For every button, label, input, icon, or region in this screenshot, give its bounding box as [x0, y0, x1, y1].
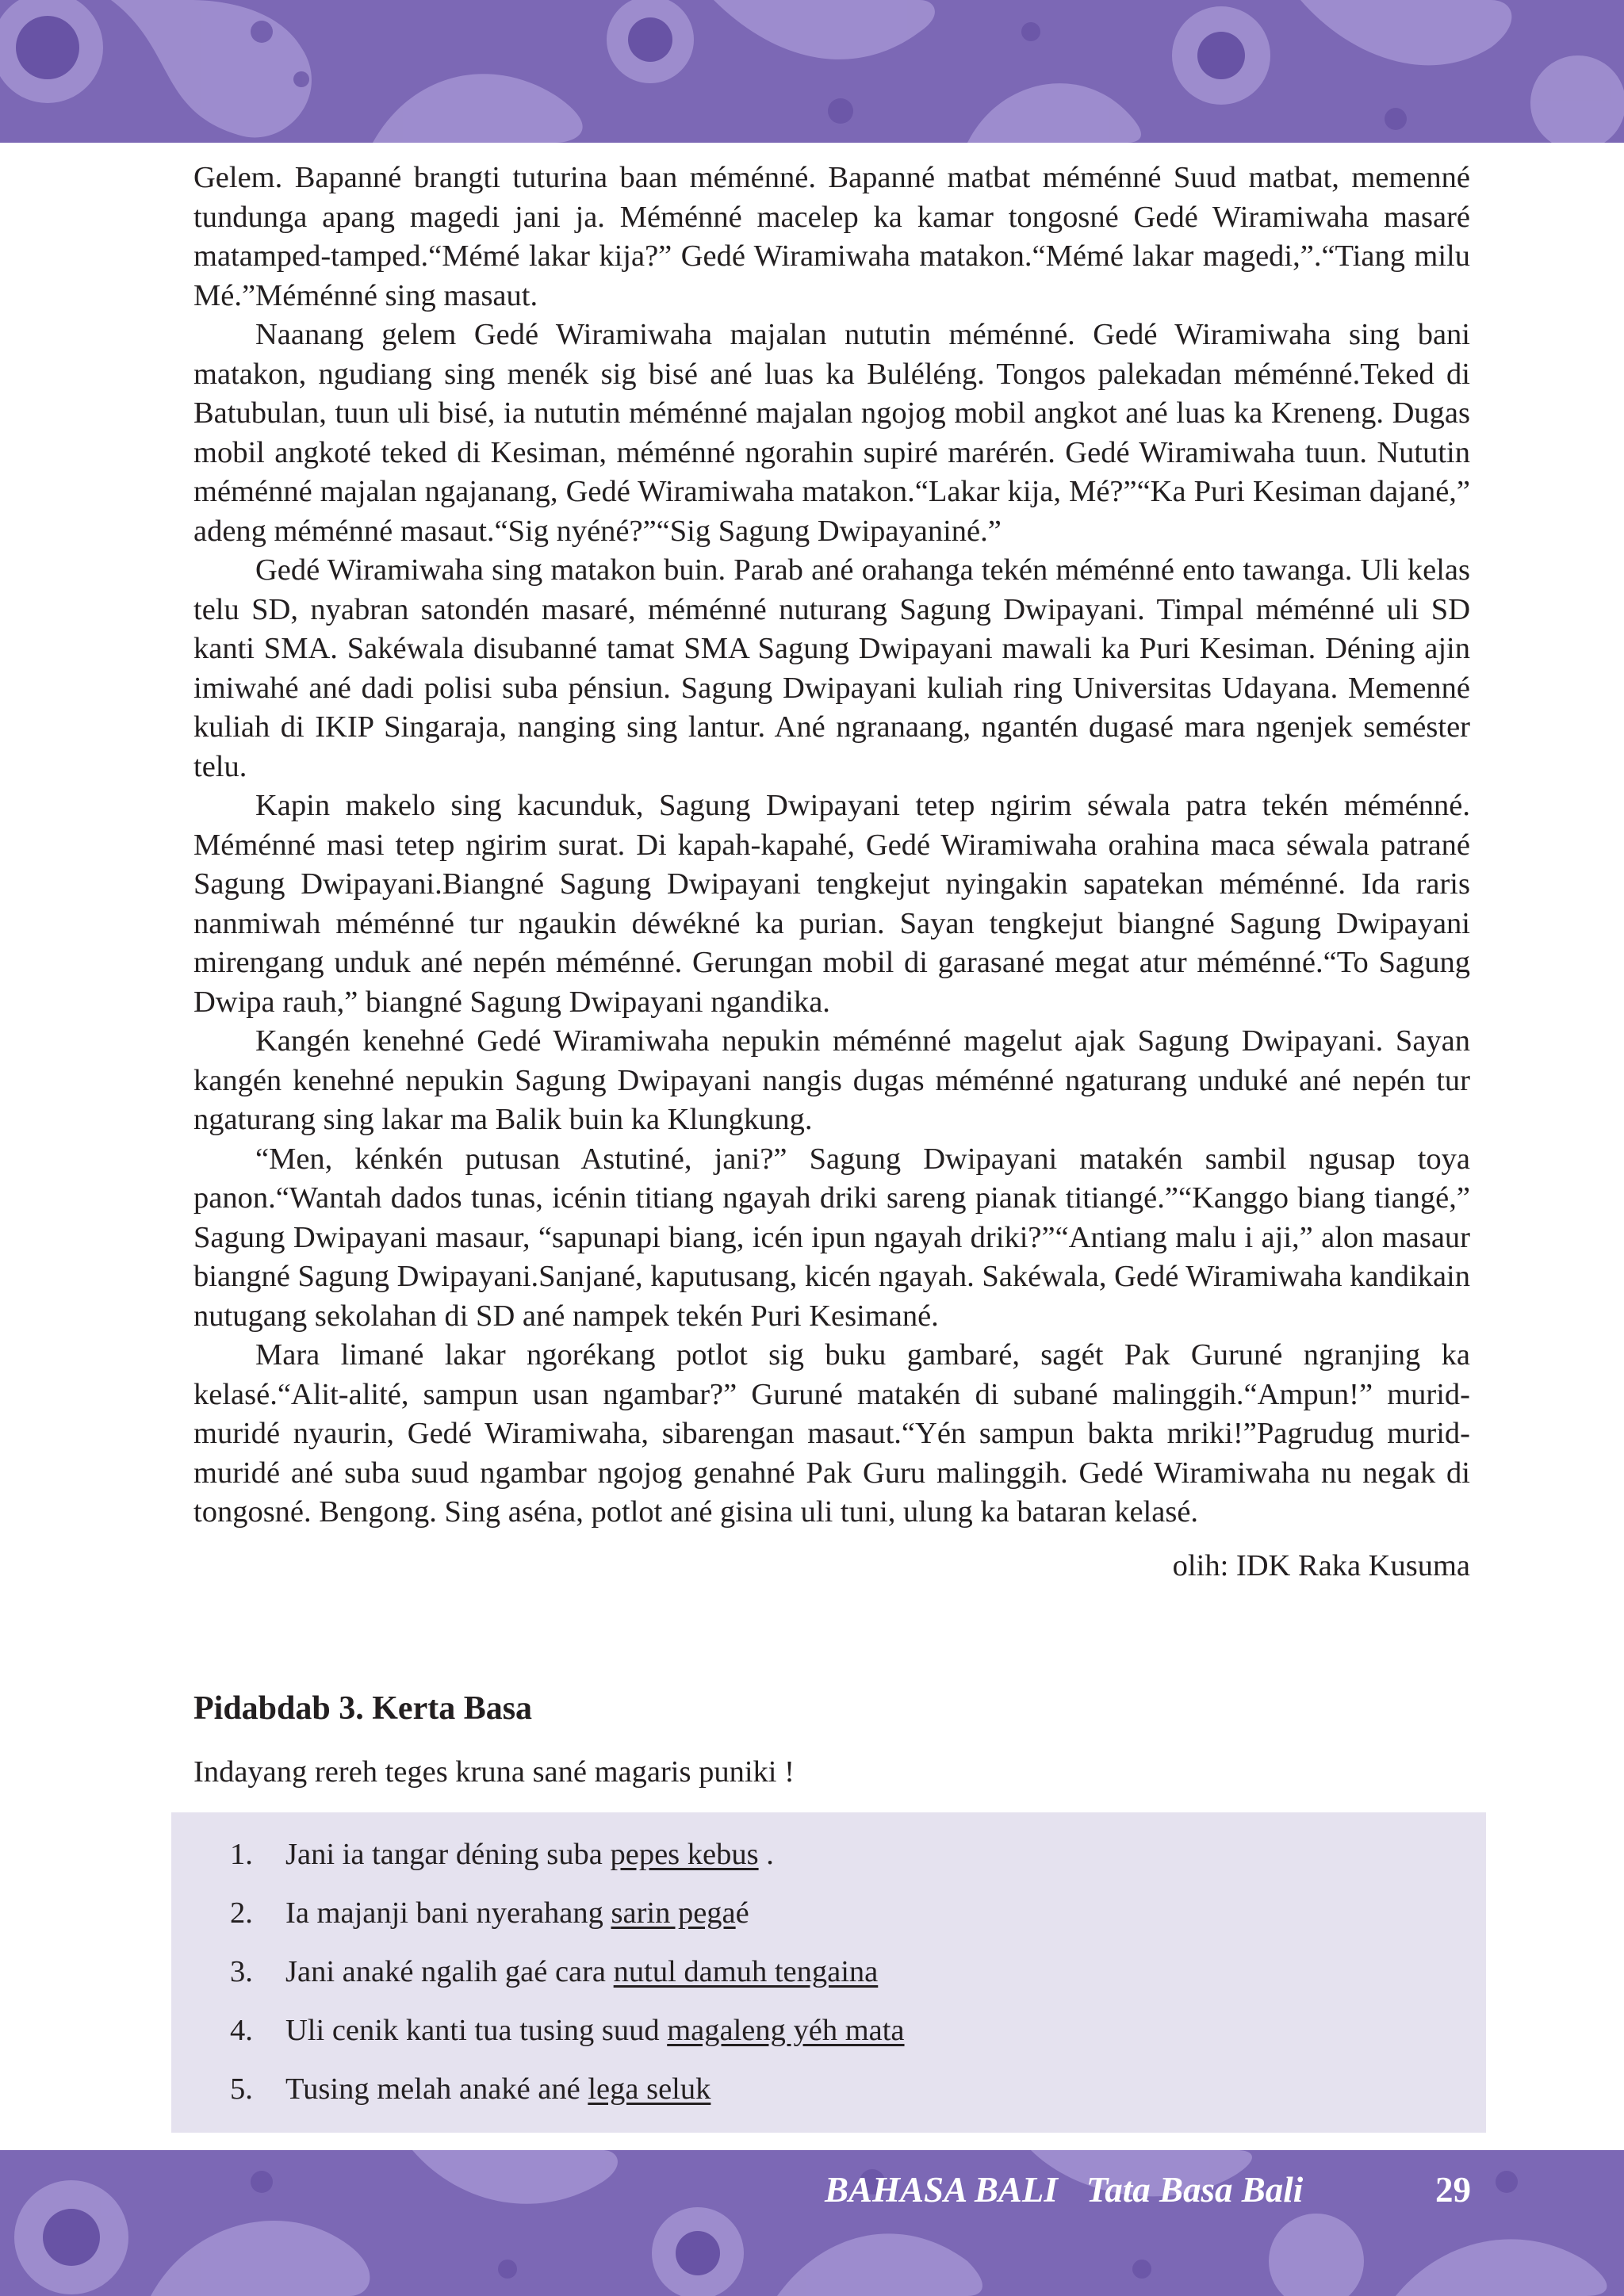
story-paragraph: Gelem. Bapanné brangti tuturina baan méménné. Bapanné matbat méménné Suud matbat, memenné tundunga apang magedi jani ja. Méménné macelep ka kamar tongosné Gedé Wiramiwaha masaré matamped-tamped.“Mémé lakar kija?” Gedé Wiramiwaha matakon.“Mémé lakar magedi,”.“Tiang milu Mé.”Méménné sing masaut.	[193, 161, 1470, 312]
item-text: Jani ia tangar déning suba	[285, 1838, 611, 1871]
item-text-end: é	[735, 1896, 749, 1930]
exercise-item	[230, 1835, 905, 1893]
item-number: 1.	[230, 1838, 253, 1871]
book-subtitle: Tata Basa Bali	[1086, 2170, 1304, 2210]
book-title-footer	[825, 2166, 1303, 2214]
story-paragraph: Naanang gelem Gedé Wiramiwaha majalan nututin méménné. Gedé Wiramiwaha sing bani matakon, ngudiang sing menék sig bisé ané luas ka Buléléng. Tongos palekadan méménné.Teked di Batubulan, tuun uli bisé, ia nututin méménné majalan ngojog mobil angkot ané luas ka Kreneng. Dugas mobil angkoté teked di Kesiman, méménné ngorahin supiré marérén. Gedé Wiramiwaha tuun. Nututin méménné majalan ngajanang, Gedé Wiramiwaha matakon.“Lakar kija, Mé?”“Ka Puri Kesiman dajané,” adeng méménné masaut.“Sig nyéné?”“Sig Sagung Dwipayaniné.”	[193, 318, 1470, 548]
item-text: Tusing melah anaké ané	[285, 2072, 588, 2106]
story-paragraph: Kapin makelo sing kacunduk, Sagung Dwipayani tetep ngirim séwala patra tekén méménné. Méménné masi tetep ngirim surat. Di kapah-kapahé, Gedé Wiramiwaha orahina maca séwala patrané Sagung Dwipayani.Biangné Sagung Dwipayani tengkejut nyingakin sapatekan méménné. Ida raris nanmiwah méménné tur ngaukin déwékné ka purian. Sayan tengkejut biangné Sagung Dwipayani mirengang unduk ané nepén méménné. Gerungan mobil di garasané megat atur méménné.“To Sagung Dwipa rauh,” biangné Sagung Dwipayani ngandika.	[193, 789, 1470, 1019]
bottom-ornament-band	[0, 2150, 1624, 2296]
story-text	[193, 159, 1470, 1533]
story-paragraph: Mara limané lakar ngorékang potlot sig buku gambaré, sagét Pak Guruné ngranjing ka kelasé.“Alit-alité, sampun usan ngambar?” Guruné matakén di subané malinggih.“Ampun!” murid-muridé nyaurin, Gedé Wiramiwaha, sibarengan masaut.“Yén sampun bakta mriki!”Pagrudug murid-muridé ané suba suud ngambar ngojog genahné Pak Guru malinggih. Gedé Wiramiwaha nu negak di tongosné. Bengong. Sing aséna, potlot ané gisina uli tuni, ulung ka bataran kelasé.	[193, 1338, 1470, 1529]
author-byline: olih: IDK Raka Kusuma	[1172, 1549, 1470, 1582]
page-number: 29	[1435, 2170, 1471, 2210]
story-paragraph: Gedé Wiramiwaha sing matakon buin. Parab ané orahanga tekén méménné ento tawanga. Uli kelas telu SD, nyabran satondén masaré, méménné nuturang Sagung Dwipayani. Timpal méménné uli SD kanti SMA. Sakéwala disubanné tamat SMA Sagung Dwipayani mawali ka Puri Kesiman. Déning ajin imiwahé ané dadi polisi suba pénsiun. Sagung Dwipayani kuliah ring Universitas Udayana. Memenné kuliah di IKIP Singaraja, nanging sing lantur. Ané ngranaang, ngantén dugasé mara ngenjek seméster telu.	[193, 553, 1470, 783]
story-paragraph: Kangén kenehné Gedé Wiramiwaha nepukin méménné magelut ajak Sagung Dwipayani. Sayan kangén kenehné nepukin Sagung Dwipayani nangis dugas méménné ngaturang unduké ané nepén tur ngaturang sing lakar ma Balik buin ka Klungkung.	[193, 1024, 1470, 1136]
item-number: 4.	[230, 2014, 253, 2047]
item-number: 2.	[230, 1896, 253, 1930]
item-text: Uli cenik kanti tua tusing suud	[285, 2014, 668, 2047]
underlined-phrase: sarin pega	[611, 1896, 736, 1930]
exercise-item	[230, 2011, 905, 2069]
underlined-phrase: pepes kebus	[610, 1838, 759, 1871]
exercise-item	[230, 1893, 905, 1952]
exercise-instruction: Indayang rereh teges kruna sané magaris puniki !	[193, 1755, 795, 1789]
book-name: BAHASA BALI	[825, 2170, 1058, 2210]
exercise-item	[230, 2069, 905, 2128]
underlined-phrase: nutul damuh tengaina	[613, 1955, 879, 1988]
exercise-box	[171, 1812, 1486, 2133]
section-title: Pidabdab 3. Kerta Basa	[193, 1690, 533, 1727]
story-paragraph: “Men, kénkén putusan Astutiné, jani?” Sagung Dwipayani matakén sambil ngusap toya panon.“Wantah dados tunas, icénin titiang ngayah driki sareng pianak titiangé.”“Kanggo biang tiangé,” Sagung Dwipayani masaur, “sapunapi biang, icén ipun ngayah driki?”“Antiang malu i aji,” alon masaur biangné Sagung Dwipayani.Sanjané, kaputusang, kicén ngayah. Sakéwala, Gedé Wiramiwaha kandikain nutugang sekolahan di SD ané nampek tekén Puri Kesimané.	[193, 1142, 1470, 1333]
floral-pattern-icon	[0, 2150, 1624, 2296]
exercise-list	[230, 1835, 905, 2128]
item-text: Jani anaké ngalih gaé cara	[285, 1955, 614, 1988]
item-number: 5.	[230, 2072, 253, 2106]
top-ornament-band	[0, 0, 1624, 143]
underlined-phrase: lega seluk	[588, 2072, 711, 2106]
underlined-phrase: magaleng yéh mata	[667, 2014, 905, 2047]
exercise-item	[230, 1952, 905, 2011]
item-text: Ia majanji bani nyerahang	[285, 1896, 611, 1930]
floral-pattern-icon	[0, 0, 1624, 143]
item-text-end: .	[758, 1838, 774, 1871]
item-number: 3.	[230, 1955, 253, 1988]
